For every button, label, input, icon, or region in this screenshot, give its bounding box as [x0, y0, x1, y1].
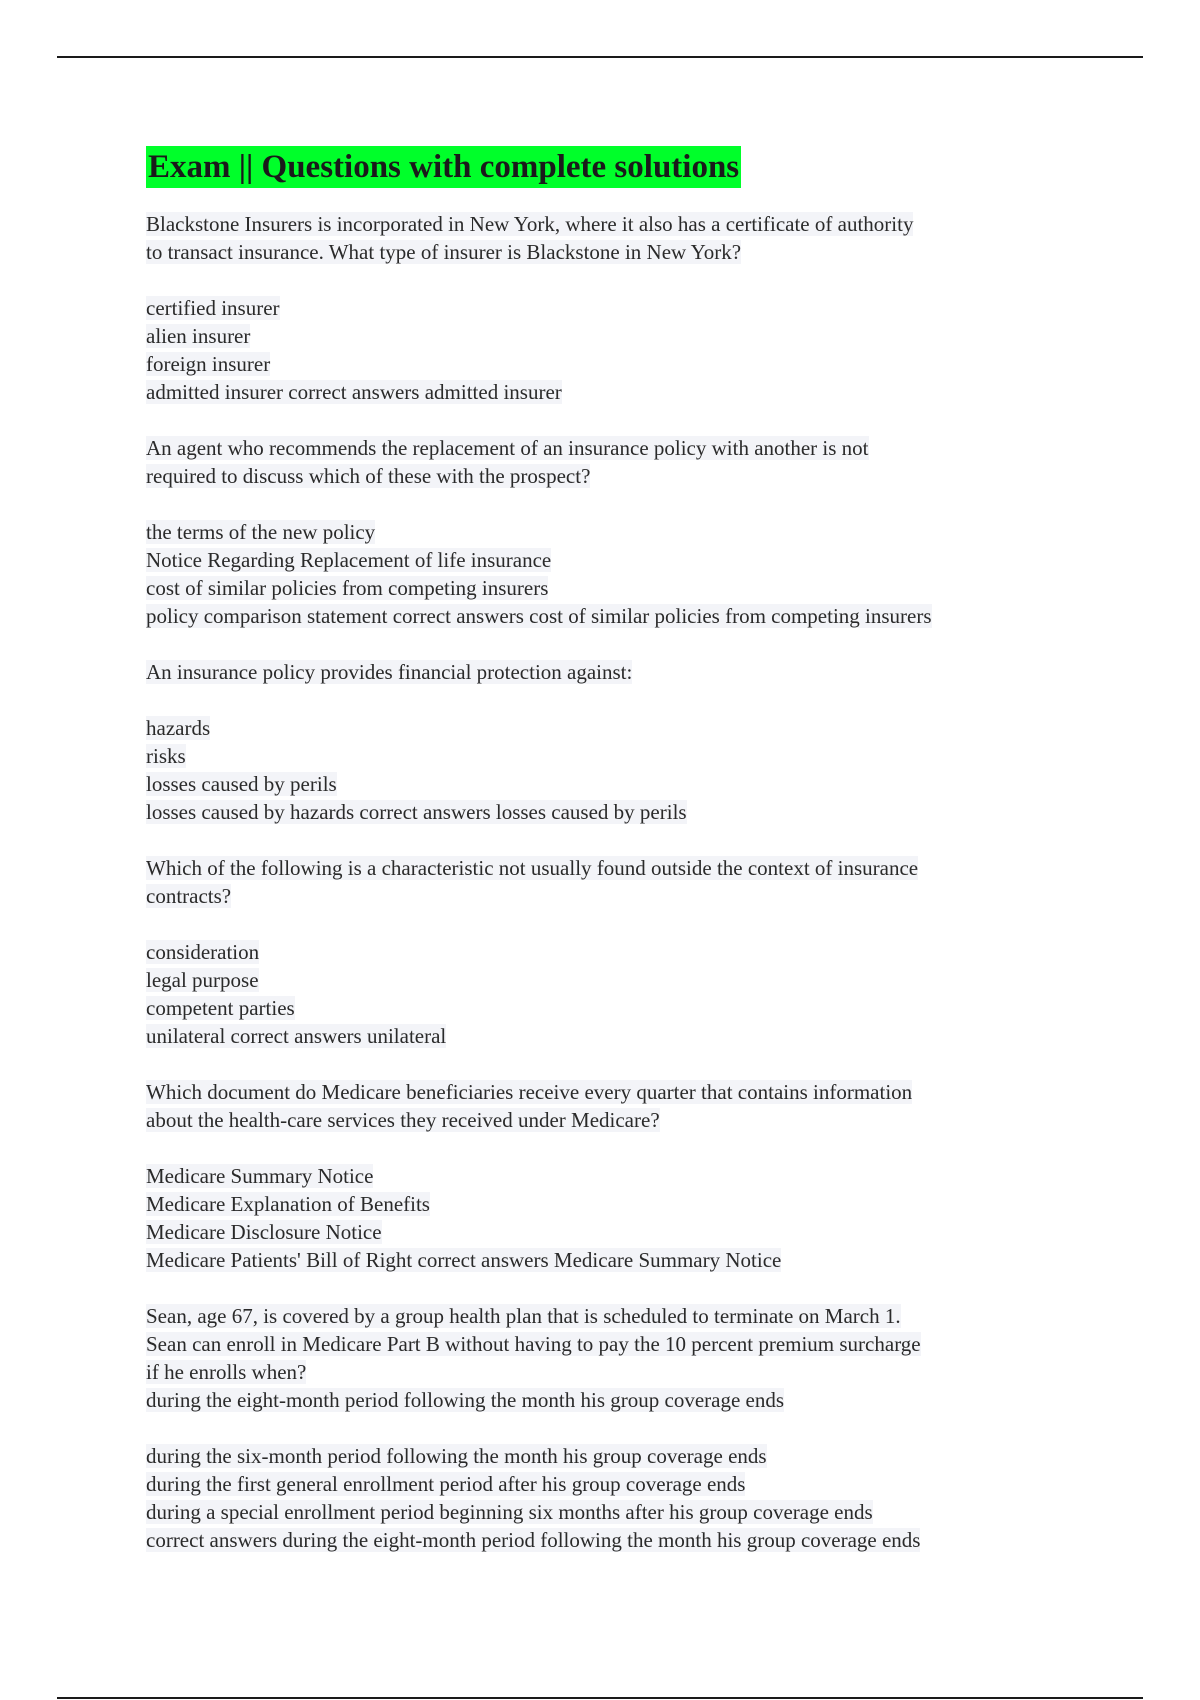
- text-block: [146, 658, 1076, 686]
- text-line: [146, 994, 1076, 1022]
- text-line-content: admitted insurer correct answers admitted insurer: [146, 380, 562, 404]
- text-line: [146, 798, 1076, 826]
- text-line: [146, 658, 1076, 686]
- text-line-content: losses caused by perils: [146, 772, 337, 796]
- text-line: [146, 1106, 1076, 1134]
- text-line-content: Sean can enroll in Medicare Part B without having to pay the 10 percent premium surcharge: [146, 1332, 921, 1356]
- text-line: [146, 1498, 1076, 1526]
- text-line-content: legal purpose: [146, 968, 259, 992]
- text-block: [146, 518, 1076, 630]
- text-line: [146, 1330, 1076, 1358]
- text-line-content: Medicare Disclosure Notice: [146, 1220, 382, 1244]
- text-line-content: during the first general enrollment period after his group coverage ends: [146, 1472, 746, 1496]
- text-line: [146, 210, 1076, 238]
- text-block: [146, 1162, 1076, 1274]
- text-line: [146, 770, 1076, 798]
- text-line: [146, 938, 1076, 966]
- text-block: [146, 938, 1076, 1050]
- text-line-content: during a special enrollment period beginning six months after his group coverage ends: [146, 1500, 873, 1524]
- text-line-content: contracts?: [146, 884, 232, 908]
- text-line-content: about the health-care services they received under Medicare?: [146, 1108, 660, 1132]
- text-line: [146, 1190, 1076, 1218]
- text-line-content: An insurance policy provides financial protection against:: [146, 660, 633, 684]
- text-line: [146, 294, 1076, 322]
- text-line-content: hazards: [146, 716, 211, 740]
- text-line: [146, 1302, 1076, 1330]
- text-line: [146, 602, 1076, 630]
- text-line: [146, 966, 1076, 994]
- text-line: [146, 434, 1076, 462]
- top-rule: [57, 56, 1143, 58]
- text-line: [146, 1218, 1076, 1246]
- text-line-content: Medicare Explanation of Benefits: [146, 1192, 430, 1216]
- text-line-content: to transact insurance. What type of insurer is Blackstone in New York?: [146, 240, 742, 264]
- text-line-content: during the six-month period following the month his group coverage ends: [146, 1444, 767, 1468]
- text-line-content: Which of the following is a characteristic not usually found outside the context of insurance: [146, 856, 919, 880]
- text-block: [146, 1302, 1076, 1414]
- text-line-content: the terms of the new policy: [146, 520, 376, 544]
- text-line: [146, 1246, 1076, 1274]
- text-line: [146, 462, 1076, 490]
- text-line: [146, 378, 1076, 406]
- text-block: [146, 1442, 1076, 1554]
- text-line-content: unilateral correct answers unilateral: [146, 1024, 447, 1048]
- text-line: [146, 1022, 1076, 1050]
- text-block: [146, 294, 1076, 406]
- text-line: [146, 1442, 1076, 1470]
- document-body: [146, 146, 1076, 1582]
- text-line: [146, 1526, 1076, 1554]
- text-line: [146, 1386, 1076, 1414]
- text-line: [146, 546, 1076, 574]
- text-line: [146, 322, 1076, 350]
- text-line: [146, 1358, 1076, 1386]
- text-line-content: required to discuss which of these with the prospect?: [146, 464, 591, 488]
- question-list: [146, 210, 1076, 1554]
- text-line-content: consideration: [146, 940, 260, 964]
- text-line-content: competent parties: [146, 996, 295, 1020]
- document-title: Exam || Questions with complete solutions: [146, 146, 741, 188]
- text-line-content: during the eight-month period following the month his group coverage ends: [146, 1388, 785, 1412]
- text-line-content: certified insurer: [146, 296, 280, 320]
- text-line: [146, 574, 1076, 602]
- text-line-content: cost of similar policies from competing insurers: [146, 576, 549, 600]
- text-line: [146, 742, 1076, 770]
- text-line: [146, 1470, 1076, 1498]
- text-line-content: policy comparison statement correct answers cost of similar policies from competing insurers: [146, 604, 932, 628]
- text-line: [146, 882, 1076, 910]
- text-block: [146, 434, 1076, 490]
- text-line: [146, 714, 1076, 742]
- text-line-content: Notice Regarding Replacement of life insurance: [146, 548, 552, 572]
- text-line-content: Blackstone Insurers is incorporated in New York, where it also has a certificate of authority: [146, 212, 914, 236]
- text-line-content: correct answers during the eight-month period following the month his group coverage ends: [146, 1528, 921, 1552]
- text-line-content: if he enrolls when?: [146, 1360, 307, 1384]
- text-line-content: An agent who recommends the replacement of an insurance policy with another is not: [146, 436, 869, 460]
- text-line: [146, 518, 1076, 546]
- bottom-rule: [57, 1697, 1143, 1699]
- text-block: [146, 210, 1076, 266]
- text-line-content: losses caused by hazards correct answers losses caused by perils: [146, 800, 687, 824]
- text-line-content: Which document do Medicare beneficiaries receive every quarter that contains information: [146, 1080, 913, 1104]
- text-line-content: alien insurer: [146, 324, 251, 348]
- text-line-content: Sean, age 67, is covered by a group health plan that is scheduled to terminate on March 1.: [146, 1304, 901, 1328]
- text-line-content: Medicare Patients' Bill of Right correct answers Medicare Summary Notice: [146, 1248, 782, 1272]
- text-line-content: risks: [146, 744, 186, 768]
- text-line: [146, 1078, 1076, 1106]
- text-line-content: Medicare Summary Notice: [146, 1164, 374, 1188]
- text-line: [146, 350, 1076, 378]
- text-block: [146, 854, 1076, 910]
- text-line: [146, 854, 1076, 882]
- text-line: [146, 238, 1076, 266]
- text-line-content: foreign insurer: [146, 352, 271, 376]
- text-block: [146, 714, 1076, 826]
- text-line: [146, 1162, 1076, 1190]
- text-block: [146, 1078, 1076, 1134]
